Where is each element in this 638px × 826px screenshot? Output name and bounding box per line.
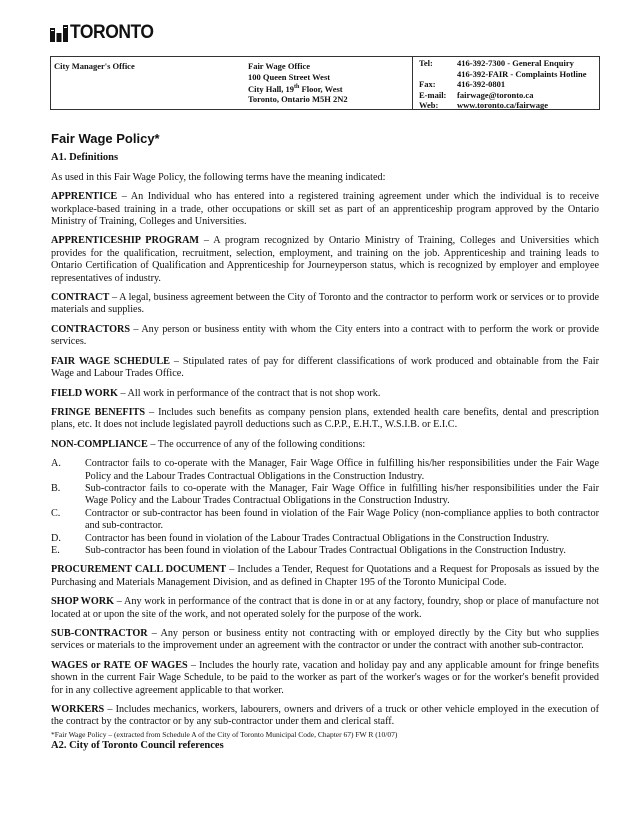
contact-row bbox=[419, 69, 586, 80]
definition: FRINGE BENEFITS – Includes such benefits as company pension plans, extended health care benefits, dental and prescription plans, etc. It does not include legislated payroll deductions such as C.P.P., E.H.T., W.S.I.B. or E.I.C. bbox=[51, 406, 599, 431]
definition: FIELD WORK – All work in performance of the contract that is not shop work. bbox=[51, 387, 381, 399]
web-link[interactable]: www.toronto.ca/fairwage bbox=[457, 100, 548, 110]
contact-header bbox=[50, 56, 600, 110]
section-heading: A2. City of Toronto Council references bbox=[51, 739, 224, 751]
definition: WORKERS – Includes mechanics, workers, labourers, owners and drivers of a truck or other vehicle employed in the execution of the contract by the contractor or by any sub-contractor under them and clerical staff. bbox=[51, 704, 599, 728]
address-line: 100 Queen Street West bbox=[248, 71, 331, 82]
noncompliance-list bbox=[51, 458, 599, 557]
address-line: Fair Wage Office bbox=[248, 61, 311, 71]
definition: NON-COMPLIANCE – The occurrence of any of the following conditions: bbox=[51, 438, 366, 450]
toronto-logo bbox=[50, 22, 161, 42]
definition: PROCUREMENT CALL DOCUMENT – Includes a Tender, Request for Quotations and a Request for Proposals as issued by the Purchasing and Materials Management Division, and as defined in Chapter 195 of the Toronto Municipal Code. bbox=[51, 564, 599, 588]
city-hall-icon bbox=[50, 22, 68, 42]
definition: SUB-CONTRACTOR – Any person or business entity not contracting with or employed directly by the City but who supplies services or materials to the improvement under an agreement with the contractor or under the contract with another sub-contractor. bbox=[51, 628, 599, 652]
header-divider bbox=[412, 57, 413, 109]
document-title: Fair Wage Policy* bbox=[51, 131, 160, 146]
intro-paragraph: As used in this Fair Wage Policy, the following terms have the meaning indicated: bbox=[51, 171, 386, 183]
definition: APPRENTICE – An Individual who has entered into a registered training agreement under which the individual is to receive workplace-based training in a trade, other occupations or skill set as part of an apprenticeship program approved by the Ontario Ministry of Training, Colleges and Universities. bbox=[51, 191, 599, 228]
list-item: B. Sub-contractor fails to co-operate with the Manager, Fair Wage Office in fulfilling his/her responsibilities under the Fair Wage Policy and the Labour Trades Contractual Obligations in the Construction Industry. bbox=[51, 482, 599, 507]
contact-row: Tel: 416-392-7300 - General Enquiry bbox=[419, 58, 574, 68]
definition: FAIR WAGE SCHEDULE – Stipulated rates of pay for different classifications of work produced and obtainable from the Fair Wage and Labour Trades Office. bbox=[51, 355, 600, 380]
list-item: C. Contractor or sub-contractor has been found in violation of the Fair Wage Policy (non-compliance applies to both contractor and sub-contractor. bbox=[51, 507, 599, 532]
address-line: Toronto, Ontario M5H 2N2 bbox=[248, 94, 348, 105]
definition: CONTRACT – A legal, business agreement between the City of Toronto and the contractor to perform work or services or to provide materials and supplies. bbox=[51, 292, 599, 316]
tel-link[interactable]: 416-392-7300 - General Enquiry bbox=[457, 58, 574, 68]
definition: SHOP WORK – Any work in performance of the contract that is done in or at any factory, foundry, shop or place of manufacture not located at or upon the site of the work, and not operated solely for the purpose of the work. bbox=[51, 596, 599, 620]
contact-details bbox=[419, 58, 586, 111]
document-body bbox=[51, 133, 599, 759]
definition: CONTRACTORS – Any person or business entity with whom the City enters into a contract with to perform the work or provide services. bbox=[51, 323, 599, 348]
office-name: City Manager's Office bbox=[54, 61, 135, 71]
hotline-link[interactable]: 416-392-FAIR - Complaints Hotline bbox=[457, 68, 587, 79]
logo-text: TORONTO bbox=[70, 22, 154, 43]
section-heading: A1. Definitions bbox=[51, 152, 119, 164]
contact-row: E-mail: fairwage@toronto.ca bbox=[419, 89, 534, 100]
definition: APPRENTICESHIP PROGRAM – A program recognized by Ontario Ministry of Training, Colleges and Universities which provides for the qualification, recruitment, selection, employment, and training on the job. Apprenticeship and training leads to Ontario Certification of Qualification and Apprenticeship for Journeyperson status, which is recognized by employer and employee representatives of industry. bbox=[51, 235, 599, 284]
definition: WAGES or RATE OF WAGES – Includes the hourly rate, vacation and holiday pay and any applicable amount for fringe benefits shown in the current Fair Wage Schedule, to be paid to the worker as part of the worker's wages or for the worker's benefit provided for in any collective agreement applicable to that worker. bbox=[51, 659, 599, 696]
contact-row: Web: www.toronto.ca/fairwage bbox=[419, 100, 548, 110]
list-item: D. Contractor has been found in violation of the Labour Trades Contractual Obligations in the Construction Industry. bbox=[51, 532, 549, 544]
email-link[interactable]: fairwage@toronto.ca bbox=[457, 89, 534, 100]
contact-row: Fax: 416-392-0801 bbox=[419, 79, 506, 89]
address-line: City Hall, 19th Floor, West bbox=[248, 83, 343, 94]
footnote: *Fair Wage Policy – (extracted from Schedule A of the City of Toronto Municipal Code, Chapter 67) FW R (10/07) bbox=[51, 729, 398, 739]
list-item: E. Sub-contractor has been found in violation of the Labour Trades Contractual Obligations in the Construction Industry. bbox=[51, 544, 566, 556]
office-address bbox=[248, 61, 348, 105]
list-item: A. Contractor fails to co-operate with the Manager, Fair Wage Office in fulfilling his/her responsibilities under the Fair Wage Policy and the Labour Trades Contractual Obligations in the Construction Industry. bbox=[51, 458, 599, 482]
